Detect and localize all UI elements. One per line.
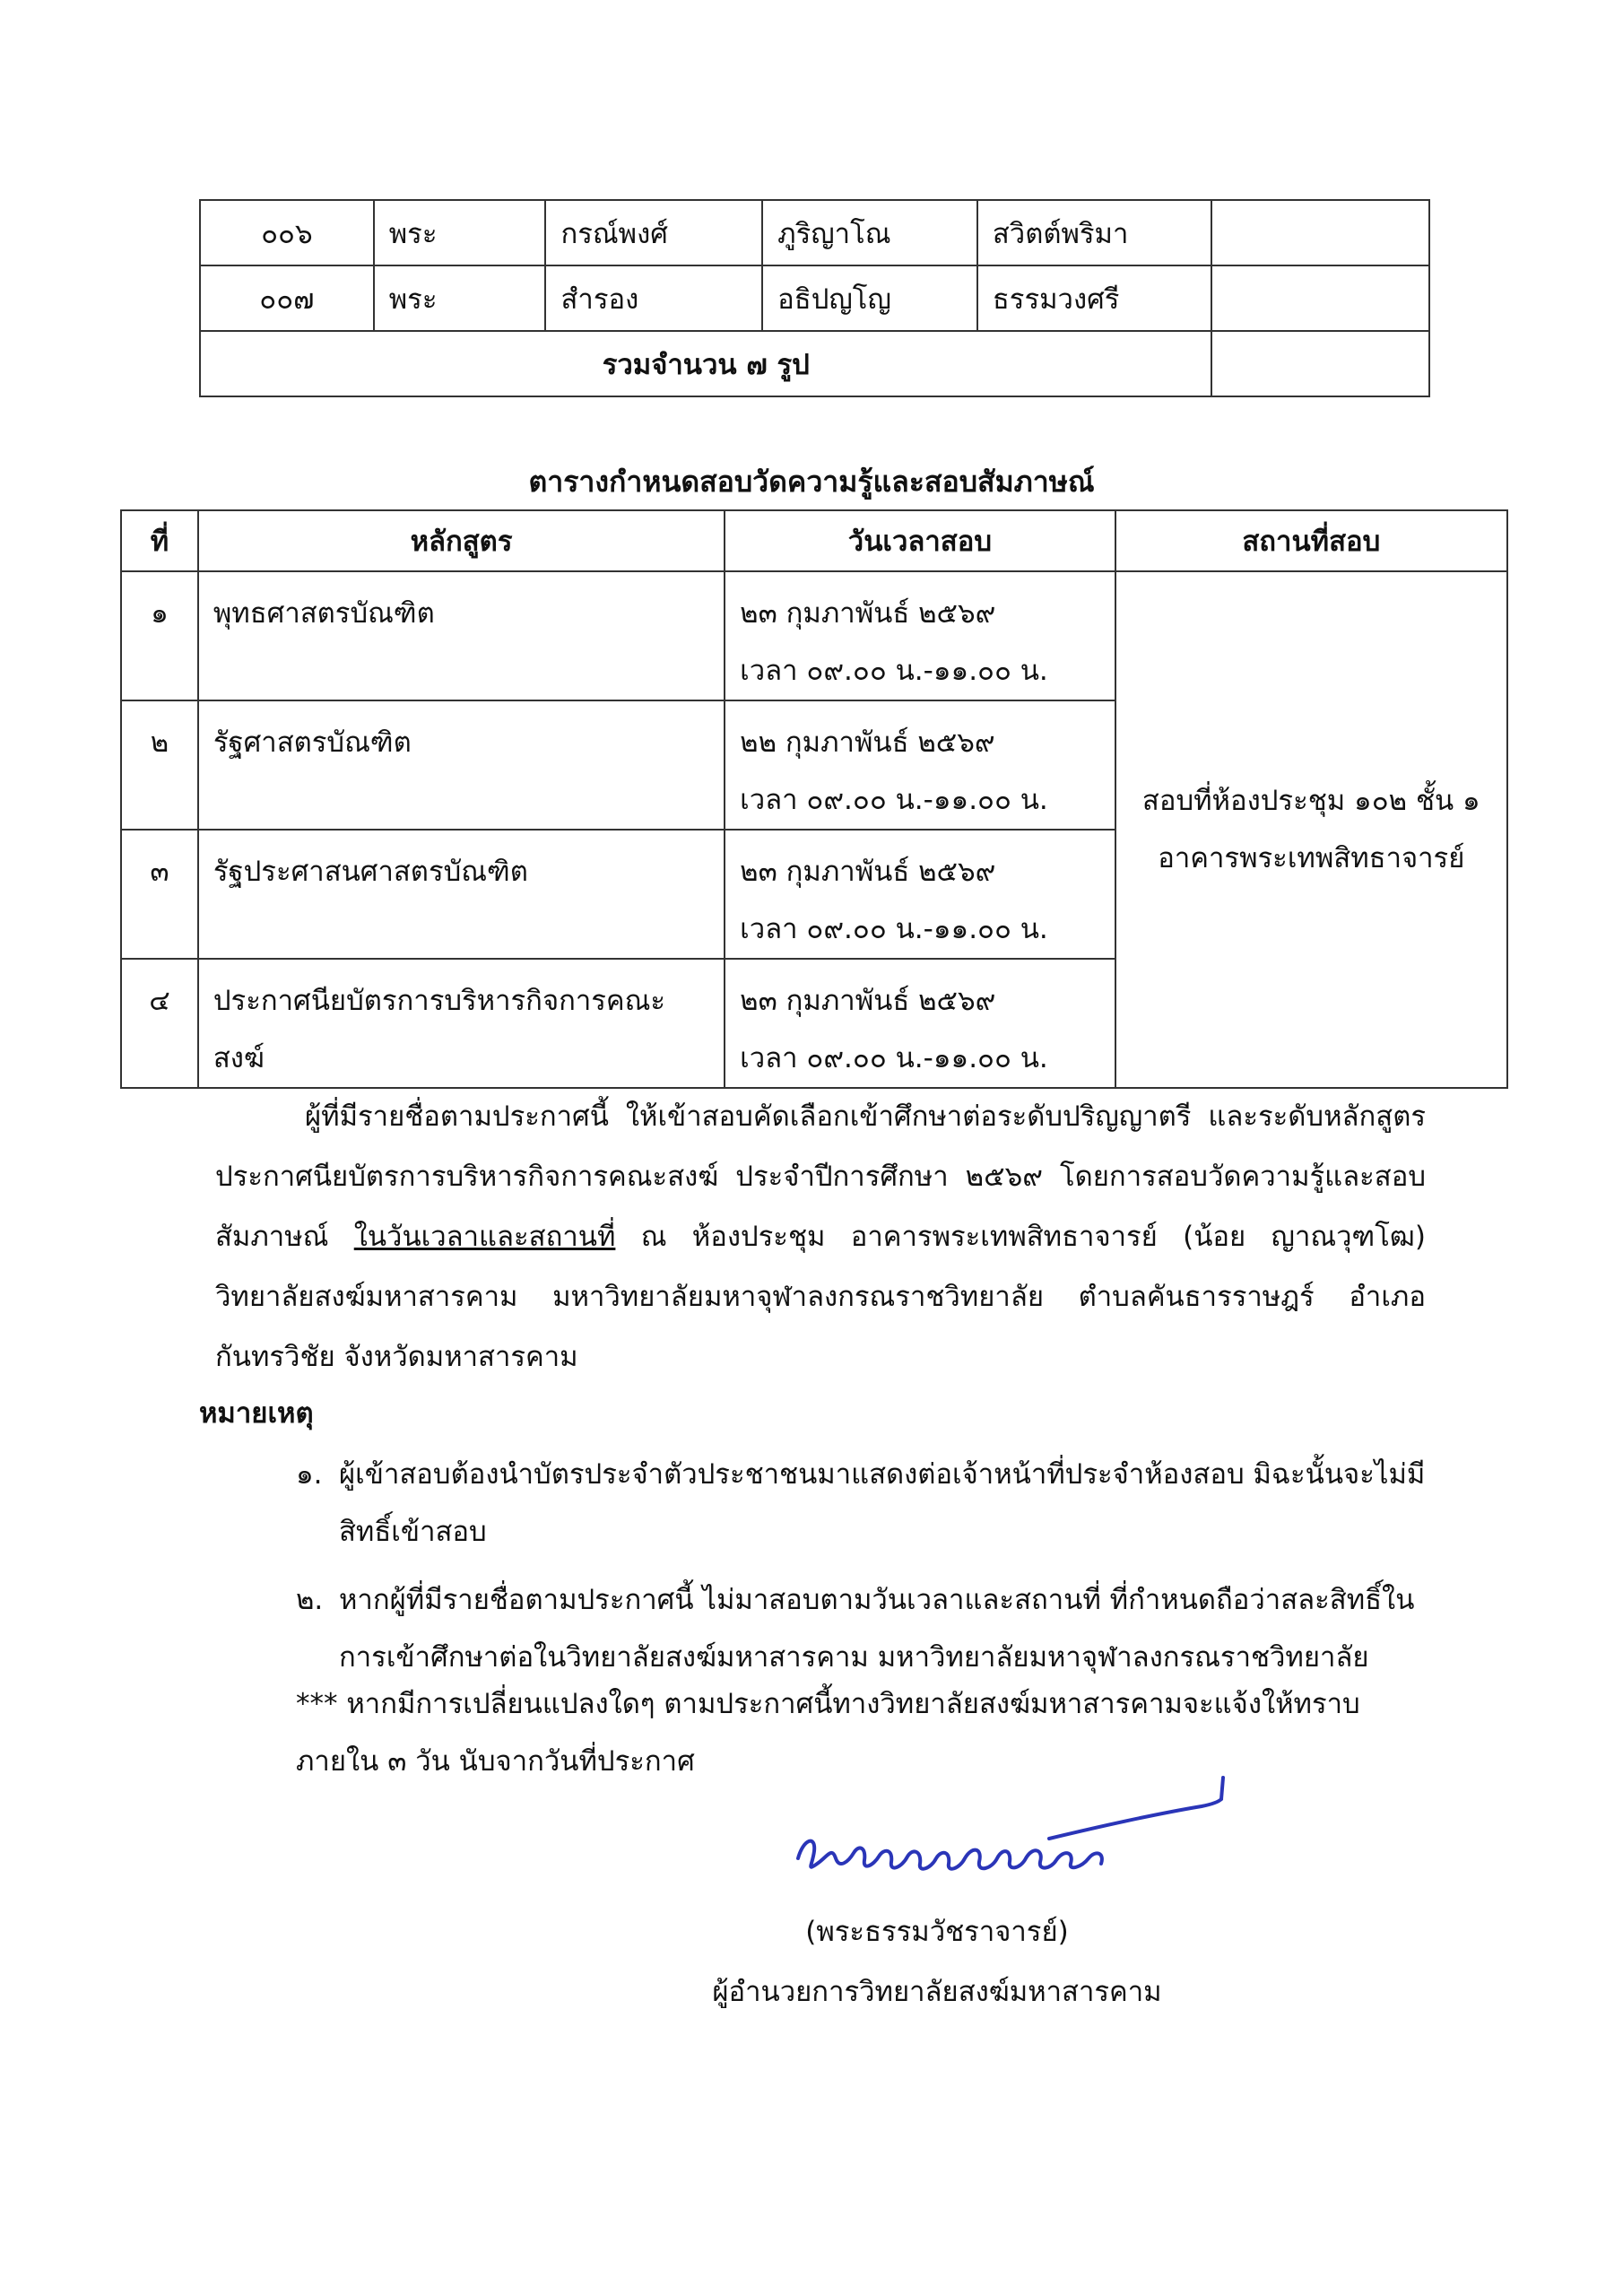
candidate-title: พระ (374, 200, 546, 265)
candidate-name: กรณ์พงศ์ (545, 200, 762, 265)
signature-strokes (798, 1778, 1223, 1869)
candidate-surname: สวิตต์พริมา (977, 200, 1212, 265)
paragraph-text: ผู้ที่มีรายชื่อตามประกาศนี้ ให้เข้าสอบคัดเลือกเข้าศึกษาต่อระดับปริญญาตรี และระดับหลักสูตรประกาศนียบัตรการบริหารกิจการคณะสงฆ์ ประจำปีการศึกษา ๒๕๖๙ โดยการสอบวัดความรู้และสอบสัมภาษณ์ (215, 1100, 1426, 1253)
paragraph-text: ณ ห้องประชุม อาคารพระเทพสิทธาจารย์ (น้อย ญาณวุฑโฒ) วิทยาลัยสงฆ์มหาสารคาม มหาวิทยาลัยมหาจุฬาลงกรณราชวิทยาลัย ตำบลคันธารราษฎร์ อำเภอกันทรวิชัย จังหวัดมหาสารคาม (215, 1221, 1426, 1373)
announcement-paragraph (215, 1087, 1426, 1387)
course-name: พุทธศาสตรบัณฑิต (198, 571, 725, 700)
exam-time: เวลา ๐๙.๐๐ น.-๑๑.๐๐ น. (740, 913, 1048, 945)
row-number: ๓ (121, 830, 198, 959)
table-row (200, 265, 1429, 331)
paragraph-underlined-text: ในวันเวลาและสถานที่ (353, 1221, 616, 1253)
note-text: หากผู้ที่มีรายชื่อตามประกาศนี้ ไม่มาสอบตามวันเวลาและสถานที่ ที่กำหนดถือว่าสละสิทธิ์ในการเข้าศึกษาต่อในวิทยาลัยสงฆ์มหาสารคาม มหาวิทยาลัยมหาจุฬาลงกรณราชวิทยาลัย (339, 1584, 1415, 1674)
table-row (121, 571, 1507, 700)
note-number: ๑. (296, 1458, 323, 1491)
exam-date: ๒๒ กุมภาพันธ์ ๒๕๖๙ (740, 726, 995, 759)
note-text: ผู้เข้าสอบต้องนำบัตรประจำตัวประชาชนมาแสดงต่อเจ้าหน้าที่ประจำห้องสอบ มิฉะนั้นจะไม่มีสิทธิ์เข้าสอบ (339, 1458, 1426, 1548)
total-note (1211, 331, 1429, 396)
course-name: ประกาศนียบัตรการบริหารกิจการคณะสงฆ์ (198, 959, 725, 1088)
note-item (296, 1571, 1426, 1686)
exam-datetime (725, 959, 1115, 1088)
candidate-surname: ธรรมวงศรี (977, 265, 1212, 331)
notes-heading: หมายเหตุ (199, 1397, 314, 1430)
header-no: ที่ (121, 510, 198, 571)
exam-place (1115, 571, 1507, 1088)
candidate-title: พระ (374, 265, 546, 331)
course-name: รัฐศาสตรบัณฑิต (198, 700, 725, 830)
candidate-dharma-name: ภูริญาโณ (762, 200, 977, 265)
exam-time: เวลา ๐๙.๐๐ น.-๑๑.๐๐ น. (740, 1042, 1048, 1074)
exam-schedule-table (120, 509, 1508, 1089)
exam-datetime (725, 830, 1115, 959)
candidate-number: ๐๐๖ (200, 200, 374, 265)
candidate-number: ๐๐๗ (200, 265, 374, 331)
header-datetime: วันเวลาสอบ (725, 510, 1115, 571)
exam-time: เวลา ๐๙.๐๐ น.-๑๑.๐๐ น. (740, 784, 1048, 816)
header-place: สถานที่สอบ (1115, 510, 1507, 571)
candidate-note (1211, 200, 1429, 265)
header-course: หลักสูตร (198, 510, 725, 571)
total-row (200, 331, 1429, 396)
note-item (296, 1446, 1426, 1561)
candidate-note (1211, 265, 1429, 331)
row-number: ๑ (121, 571, 198, 700)
table-header-row (121, 510, 1507, 571)
row-number: ๒ (121, 700, 198, 830)
course-name: รัฐประศาสนศาสตรบัณฑิต (198, 830, 725, 959)
table-row (200, 200, 1429, 265)
exam-datetime (725, 571, 1115, 700)
signatory-name: (พระธรรมวัชราจารย์) (805, 1916, 1069, 1948)
exam-date: ๒๓ กุมภาพันธ์ ๒๕๖๙ (740, 985, 996, 1017)
footnote: *** หากมีการเปลี่ยนแปลงใดๆ ตามประกาศนี้ทางวิทยาลัยสงฆ์มหาสารคามจะแจ้งให้ทราบภายใน ๓ วัน นับจากวันที่ประกาศ (296, 1688, 1360, 1778)
candidate-list-table (199, 199, 1430, 397)
candidate-dharma-name: อธิปญโญ (762, 265, 977, 331)
handwritten-signature (780, 1776, 1246, 1901)
exam-date: ๒๓ กุมภาพันธ์ ๒๕๖๙ (740, 597, 996, 630)
candidate-name: สำรอง (545, 265, 762, 331)
exam-date: ๒๓ กุมภาพันธ์ ๒๕๖๙ (740, 856, 996, 888)
signatory-position: ผู้อำนวยการวิทยาลัยสงฆ์มหาสารคาม (712, 1976, 1162, 2008)
exam-place-line1: สอบที่ห้องประชุม ๑๐๒ ชั้น ๑ (1141, 785, 1480, 817)
schedule-title: ตารางกำหนดสอบวัดความรู้และสอบสัมภาษณ์ (528, 465, 1095, 499)
note-number: ๒. (296, 1584, 324, 1616)
total-count: รวมจำนวน ๗ รูป (200, 331, 1211, 396)
exam-datetime (725, 700, 1115, 830)
row-number: ๔ (121, 959, 198, 1088)
exam-time: เวลา ๐๙.๐๐ น.-๑๑.๐๐ น. (740, 655, 1048, 687)
exam-place-line2: อาคารพระเทพสิทธาจารย์ (1158, 842, 1465, 874)
